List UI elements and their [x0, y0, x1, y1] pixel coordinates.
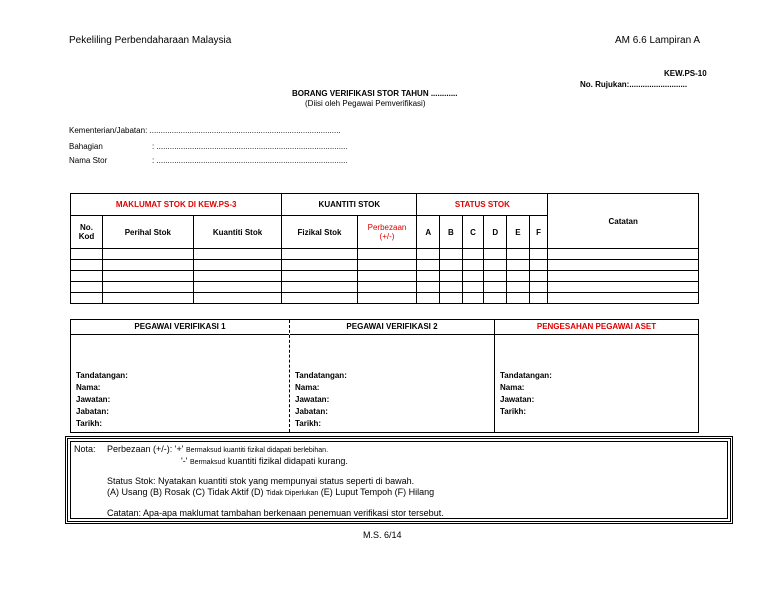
kementerian-label: Kementerian/Jabatan: ...................................................................................... [69, 126, 341, 135]
form-title: BORANG VERIFIKASI STOR TAHUN ............ [292, 89, 458, 98]
pengesahan-pegawai-aset [495, 320, 698, 432]
form-code: KEW.PS-10 [664, 69, 707, 78]
header-left: Pekeliling Perbendaharaan Malaysia [69, 35, 232, 46]
col-status-c: C [462, 216, 484, 249]
stock-table [70, 193, 699, 304]
table-row [71, 293, 699, 304]
group-kuantiti-stok: KUANTITI STOK [282, 194, 417, 216]
signature-fields-1 [76, 370, 128, 430]
note-catatan: Catatan: Apa-apa maklumat tambahan berkenaan penemuan verifikasi stor tersebut. [107, 508, 444, 518]
col-fizikal-stok: Fizikal Stok [282, 216, 357, 249]
col-status-a: A [417, 216, 440, 249]
col-status-b: B [440, 216, 463, 249]
bahagian-field: : ...................................................................................... [152, 142, 348, 151]
group-maklumat-stok: MAKLUMAT STOK DI KEW.PS-3 [71, 194, 282, 216]
field-tarikh: Tarikh: [500, 407, 527, 416]
signature-fields-2 [295, 370, 347, 430]
note-perbezaan-minus: '-' Bermaksud kuantiti fizikal didapati kurang. [181, 456, 348, 466]
bahagian-label: Bahagian [69, 142, 103, 151]
field-tandatangan: Tandatangan: [500, 371, 552, 380]
pegawai-verifikasi-2 [290, 320, 495, 432]
field-jabatan: Jabatan: [76, 407, 109, 416]
field-tandatangan: Tandatangan: [295, 371, 347, 380]
field-tarikh: Tarikh: [76, 419, 103, 428]
field-tandatangan: Tandatangan: [76, 371, 128, 380]
field-jawatan: Jawatan: [76, 395, 111, 404]
nama-stor-label: Nama Stor [69, 156, 108, 165]
note-box [65, 436, 733, 524]
pengesahan-pegawai-aset-title: PENGESAHAN PEGAWAI ASET [495, 320, 698, 335]
col-kuantiti-stok: Kuantiti Stok [193, 216, 282, 249]
table-row [71, 249, 699, 260]
table-row [71, 271, 699, 282]
col-catatan: Catatan [548, 194, 699, 249]
pegawai-verifikasi-1 [71, 320, 290, 432]
signature-fields-3 [500, 370, 552, 418]
note-label: Nota: [74, 444, 96, 454]
table-row [71, 282, 699, 293]
header-right: AM 6.6 Lampiran A [615, 35, 701, 46]
col-status-f: F [529, 216, 548, 249]
pegawai-verifikasi-1-title: PEGAWAI VERIFIKASI 1 [71, 320, 289, 335]
note-status-stok: Status Stok: Nyatakan kuantiti stok yang mempunyai status seperti di bawah. [107, 476, 415, 486]
pegawai-verifikasi-2-title: PEGAWAI VERIFIKASI 2 [290, 320, 494, 335]
col-no-kod: No. Kod [71, 216, 103, 249]
col-perihal-stok: Perihal Stok [102, 216, 193, 249]
signature-box [70, 319, 699, 433]
note-status-options: (A) Usang (B) Rosak (C) Tidak Aktif (D) Tidak Diperlukan (E) Luput Tempoh (F) Hilang [107, 487, 435, 497]
table-row [71, 260, 699, 271]
field-nama: Nama: [500, 383, 525, 392]
reference-number: No. Rujukan:.......................... [580, 80, 688, 89]
field-nama: Nama: [295, 383, 320, 392]
form-subtitle: (Diisi oleh Pegawai Pemverifikasi) [305, 99, 426, 108]
field-tarikh: Tarikh: [295, 419, 322, 428]
page-number: M.S. 6/14 [363, 530, 402, 540]
col-perbezaan: Perbezaan (+/-) [357, 216, 417, 249]
nama-stor-field: : ...................................................................................... [152, 156, 348, 165]
note-perbezaan-plus: Perbezaan (+/-): '+' Bermaksud kuantiti fizikal didapati berlebihan. [107, 444, 329, 454]
field-nama: Nama: [76, 383, 101, 392]
field-jawatan: Jawatan: [295, 395, 330, 404]
field-jabatan: Jabatan: [295, 407, 328, 416]
col-status-d: D [484, 216, 507, 249]
col-status-e: E [507, 216, 530, 249]
field-jawatan: Jawatan: [500, 395, 535, 404]
group-status-stok: STATUS STOK [417, 194, 548, 216]
